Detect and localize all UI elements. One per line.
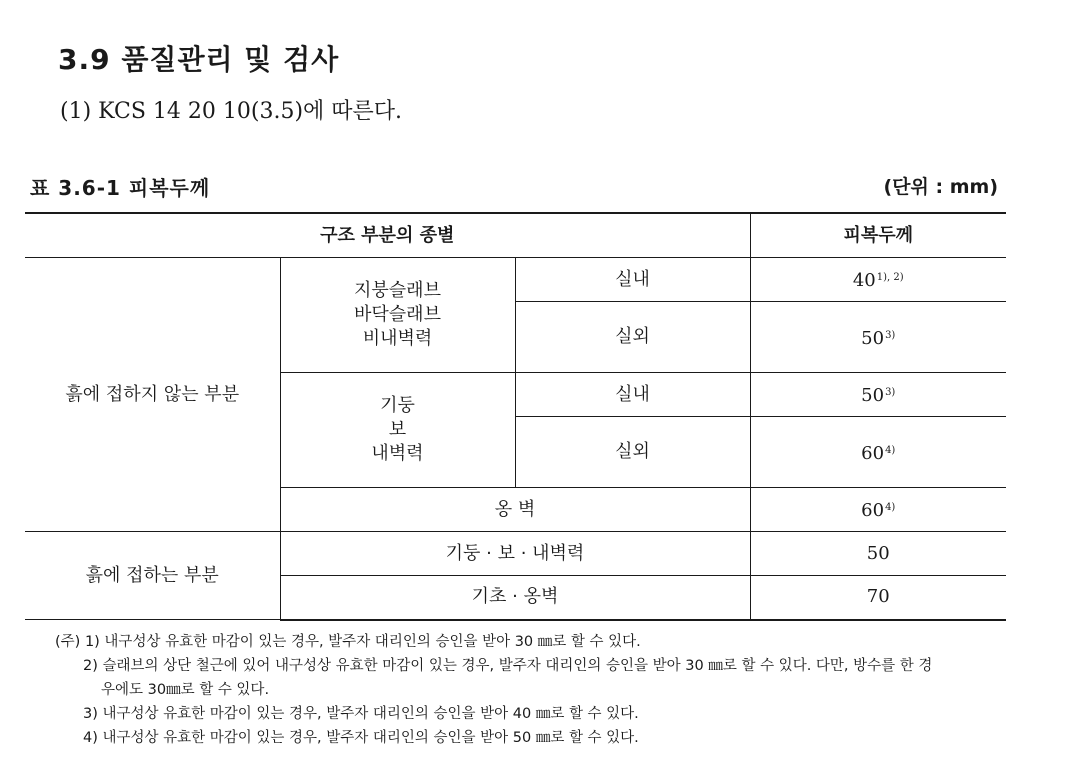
table-caption: 표 3.6-1 피복두께 xyxy=(30,176,211,200)
location-cell: 실외 xyxy=(515,417,750,488)
subgroup-label xyxy=(280,258,515,373)
note-item: 4) 내구성상 유효한 마감이 있는 경우, 발주자 대리인의 승인을 받아 50 ㎜로 할 수 있다. xyxy=(83,730,639,746)
thickness-value: 60 xyxy=(861,442,885,464)
group-label: 흙에 접하지 않는 부분 xyxy=(25,258,280,532)
member-label: 기초 · 옹벽 xyxy=(280,576,750,620)
subgroup-label-line: 기둥 xyxy=(380,395,415,416)
note-ref: 1), 2) xyxy=(876,272,904,283)
table-unit: (단위 : mm) xyxy=(883,176,998,198)
table-header-row xyxy=(25,213,1006,258)
thickness-cell: 70 xyxy=(750,576,1006,620)
notes-prefix: (주) xyxy=(55,634,81,650)
section-intro: (1) KCS 14 20 10(3.5)에 따른다. xyxy=(60,99,403,124)
retaining-wall-label: 옹 벽 xyxy=(280,488,750,532)
note-ref: 4) xyxy=(885,502,896,513)
thickness-value: 50 xyxy=(861,385,885,406)
note-item xyxy=(55,630,1010,654)
note-item-continuation: 우에도 30㎜로 할 수 있다. xyxy=(101,682,270,698)
header-thickness: 피복두께 xyxy=(750,213,1006,258)
note-item: 2) 슬래브의 상단 철근에 있어 내구성상 유효한 마감이 있는 경우, 발주자 대리인의 승인을 받아 30 ㎜로 할 수 있다. 다만, 방수를 한 경 xyxy=(83,658,933,674)
location-cell: 실내 xyxy=(515,373,750,417)
location-cell: 실외 xyxy=(515,302,750,373)
table-row xyxy=(25,532,1006,576)
subgroup-label-line: 지붕슬래브 xyxy=(354,280,441,301)
section-heading: 3.9 품질관리 및 검사 xyxy=(58,43,340,76)
subgroup-label-line: 바닥슬래브 xyxy=(354,304,441,325)
thickness-cell xyxy=(750,373,1006,417)
note-item: 3) 내구성상 유효한 마감이 있는 경우, 발주자 대리인의 승인을 받아 40 ㎜로 할 수 있다. xyxy=(83,706,639,722)
subgroup-label xyxy=(280,373,515,488)
header-category: 구조 부분의 종별 xyxy=(25,213,750,258)
subgroup-label-line: 비내벽력 xyxy=(362,328,433,349)
thickness-cell xyxy=(750,302,1006,373)
thickness-cell xyxy=(750,417,1006,488)
subgroup-label-line: 내벽력 xyxy=(371,443,424,464)
subgroup-label-line: 보 xyxy=(388,419,407,440)
note-ref: 4) xyxy=(885,444,896,456)
note-ref: 3) xyxy=(885,329,896,341)
cover-thickness-table xyxy=(25,212,1006,621)
thickness-value: 60 xyxy=(861,500,885,521)
member-label: 기둥 · 보 · 내벽력 xyxy=(280,532,750,576)
thickness-cell: 50 xyxy=(750,532,1006,576)
note-text: 1) 내구성상 유효한 마감이 있는 경우, 발주자 대리인의 승인을 받아 30 ㎜로 할 수 있다. xyxy=(84,634,641,650)
table-row xyxy=(25,258,1006,302)
table-notes xyxy=(55,630,1010,750)
group-label: 흙에 접하는 부분 xyxy=(25,532,280,620)
thickness-value: 40 xyxy=(852,270,876,291)
location-cell: 실내 xyxy=(515,258,750,302)
thickness-cell xyxy=(750,258,1006,302)
thickness-value: 50 xyxy=(861,327,885,349)
note-ref: 3) xyxy=(885,387,896,398)
thickness-cell xyxy=(750,488,1006,532)
